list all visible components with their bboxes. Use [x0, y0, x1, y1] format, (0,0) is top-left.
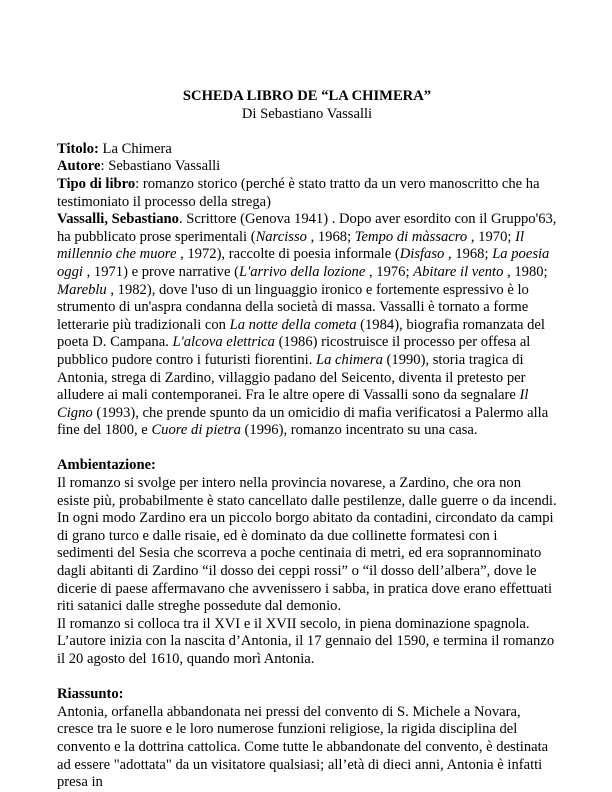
document-body: [57, 88, 557, 792]
bio-text: (1984), biografia romanzata del poeta D. Campana.: [57, 316, 545, 351]
field-label: Titolo:: [57, 140, 99, 157]
document-title: SCHEDA LIBRO DE “LA CHIMERA”: [182, 88, 432, 104]
paragraph: Il romanzo si colloca tra il XVI e il XVII secolo, in piena dominazione spagnola.: [57, 615, 530, 632]
bio-text: , 1968;: [444, 246, 493, 263]
bio-text: . Scrittore (Genova 1941) . Dopo aver esordito con il Gruppo'63, ha pubblicato prose sperimentali (: [57, 211, 557, 245]
bio-text: (1986) ricostruisce il processo per offesa al pubblico pudore contro i futuristi fiorentini.: [57, 334, 531, 368]
section-heading: Riassunto:: [57, 686, 124, 703]
paragraph: Il romanzo si svolge per intero nella provincia novarese, a Zardino, che ora non esiste più, probabilmente è stato cancellato dalle pestilenze, dalle guerre o da incendi. In ogni modo Zardino era un piccolo borgo abitato da contadini, circondato da campi di grano turco e dalle risaie, ed è dominato da due collinette formatesi con i sedimenti del Sesia che scorreva a poche centinaia di metri, ed era soprannominato dagli abitanti di Zardino “il dosso dei ceppi rossi” o “il dosso dell’albera”, dove le dicerie di paese affermavano che avvenissero i sabba, in pratica dove erano effettuati riti satanici dalle streghe possedute dal demonio.: [57, 475, 557, 615]
paragraph: L’autore inizia con la nascita d’Antonia, il 17 gennaio del 1590, e termina il romanzo il 20 agosto del 1610, quando morì Antonia.: [57, 633, 555, 667]
section-heading: Ambientazione:: [57, 457, 156, 474]
bio-text: (1996), romanzo incentrato su una casa.: [240, 422, 478, 439]
work-title: Il Cigno: [57, 387, 529, 421]
work-title: Mareblu: [57, 281, 107, 298]
bio-text: (1993), che prende spunto da un omicidio di mafia verificatosi a Palermo alla fine del 1800, e: [57, 404, 549, 439]
bio-text: , 1976;: [365, 263, 414, 280]
work-title: Abitare il vento: [413, 263, 504, 280]
field-label: Autore: [57, 158, 101, 175]
field-tipo-di-libro: [57, 176, 557, 211]
work-title: L'alcova elettrica: [172, 334, 275, 351]
field-value: : Sebastiano Vassalli: [100, 158, 221, 175]
bio-text: , 1970;: [467, 228, 516, 245]
work-title: Narcisso: [255, 228, 307, 245]
bio-label: Vassalli, Sebastiano: [57, 211, 179, 228]
bio-text: , 1982), dove l'uso di un linguaggio ironico e fortemente espressivo è lo strumento di un'aspra condanna della società di massa. Vassalli è tornato a forme letterarie più tradizionali con: [57, 281, 529, 333]
section-riassunto: [57, 686, 557, 792]
field-label: Tipo di libro: [57, 175, 136, 192]
section-ambientazione: [57, 457, 557, 668]
field-value: : romanzo storico (perché è stato tratto da un vero manoscritto che ha testimoniato il processo della strega): [57, 175, 540, 210]
paragraph: Antonia, orfanella abbandonata nei pressi del convento di S. Michele a Novara, cresce tra le suore e le loro numerose funzioni religiose, la rigida disciplina del convento e la dottrina cattolica. Come tutte le abbandonate del convento, è destinata ad essere "adottata" da un visitatore qualsiasi; all’età di dieci anni, Antonia è infatti presa in: [57, 703, 549, 791]
bio-text: , 1972), raccolte di poesia informale (: [176, 246, 400, 263]
work-title: Disfaso: [399, 246, 445, 263]
work-title: La chimera: [316, 351, 383, 368]
bio-text: , 1971) e prove narrative (: [82, 263, 239, 280]
work-title: Il millennio che muore: [57, 228, 524, 263]
field-value: La Chimera: [98, 140, 172, 157]
work-title: La poesia oggi: [57, 246, 550, 280]
work-title: Tempo di màssacro: [354, 228, 468, 245]
document-subtitle: Di Sebastiano Vassalli: [241, 105, 373, 122]
bio-text: , 1968;: [306, 228, 355, 245]
work-title: Cuore di pietra: [151, 422, 241, 439]
author-bio: [57, 211, 557, 440]
work-title: La notte della cometa: [229, 316, 357, 333]
work-title: L'arrivo della lozione: [238, 263, 366, 280]
field-titolo: [57, 141, 557, 159]
bio-text: (1990), storia tragica di Antonia, strega di Zardino, villaggio padano del Seicento, diventa il pretesto per alludere ai mali contemporanei. Fra le altre opere di Vassalli sono da segnalare: [57, 351, 526, 404]
bio-text: , 1980;: [503, 263, 548, 280]
field-autore: [57, 158, 557, 176]
title-block: [57, 88, 557, 123]
